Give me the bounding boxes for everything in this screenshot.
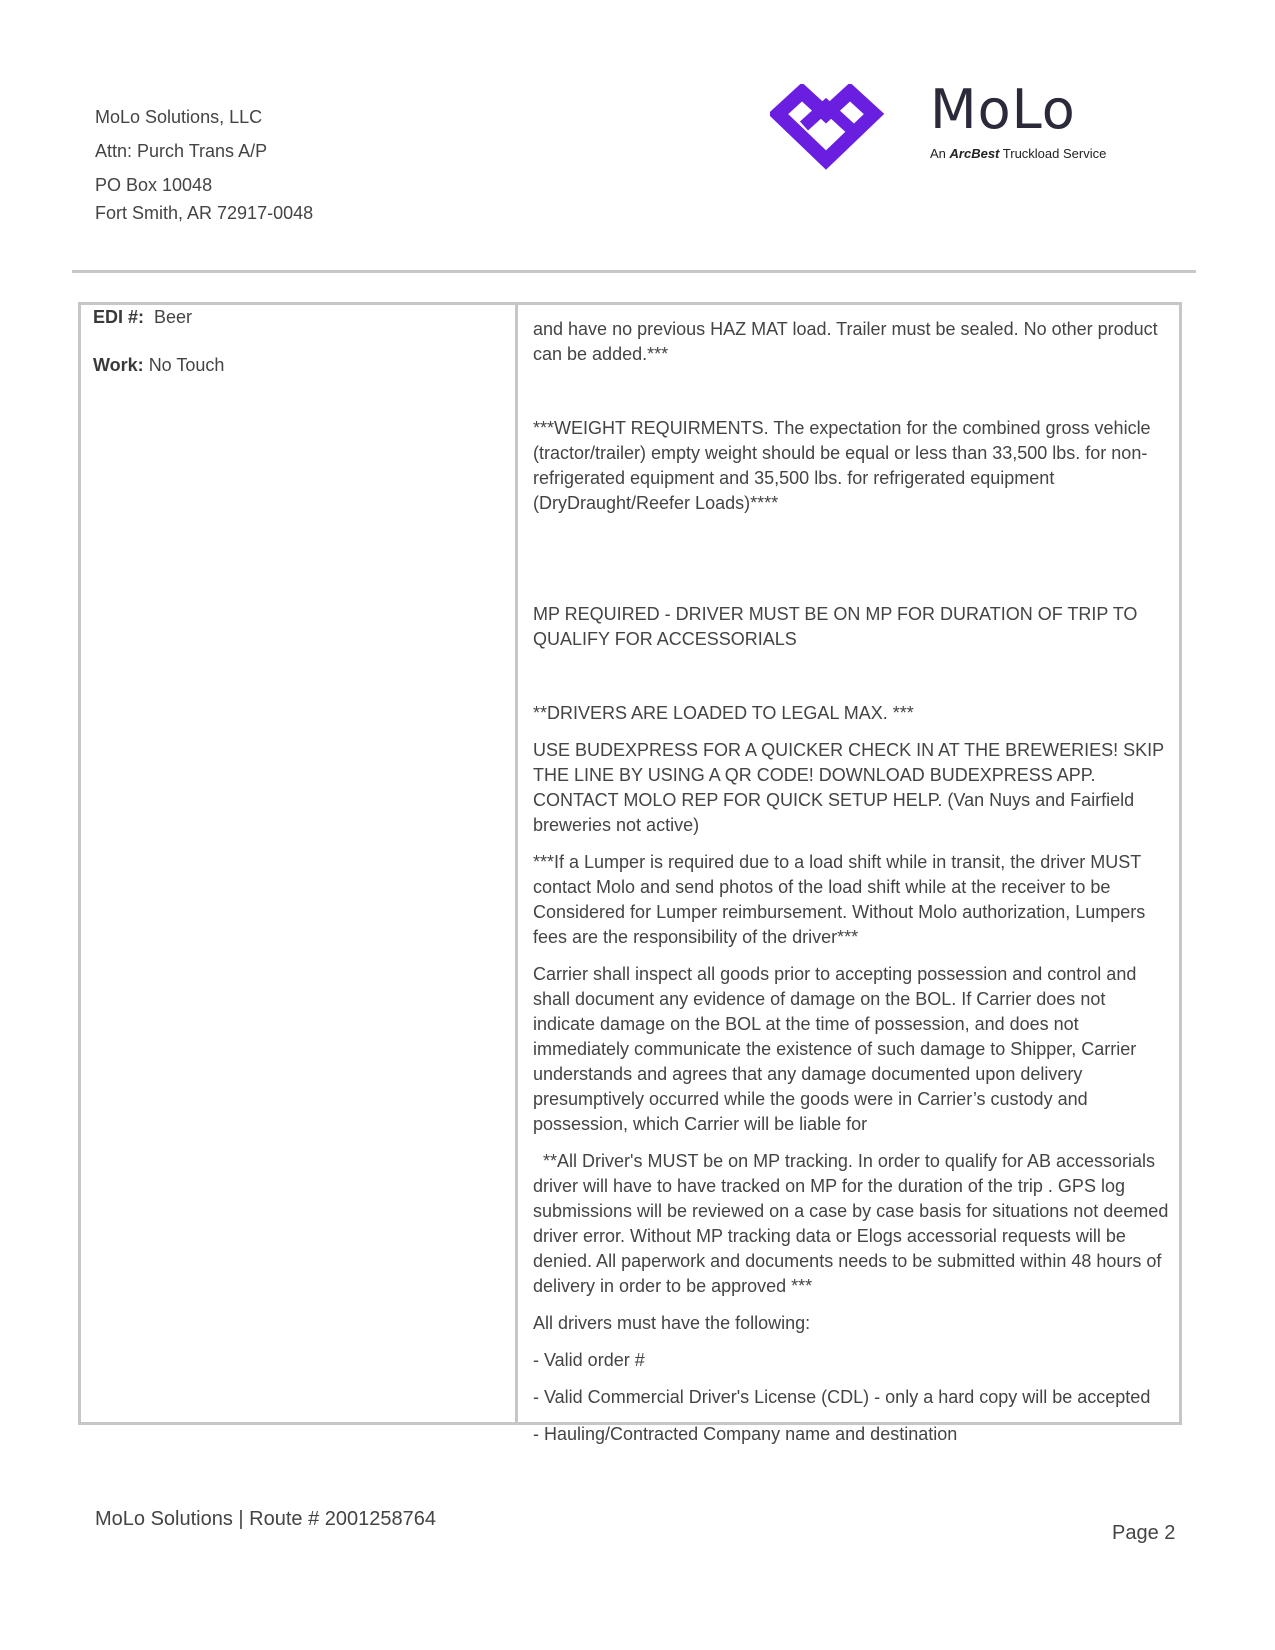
details-column	[93, 305, 224, 377]
attention-line: Attn: Purch Trans A/P	[95, 141, 268, 161]
edi-row	[93, 305, 224, 329]
instruction-paragraph: **DRIVERS ARE LOADED TO LEGAL MAX. ***	[533, 703, 914, 723]
header-divider	[72, 270, 1196, 273]
instruction-paragraph: Carrier shall inspect all goods prior to accepting possession and control and shall document any evidence of damage on the BOL. If Carrier does not indicate damage on the BOL at the time of possession, and does not immediately communicate the existence of such damage to Shipper, Carrier understands and agrees that any damage documented upon delivery presumptively occurred while the goods were in Carrier’s custody and possession, which Carrier will be liable for	[533, 964, 1137, 1134]
instruction-paragraph: - Valid Commercial Driver's License (CDL) - only a hard copy will be accepted	[533, 1387, 1151, 1407]
work-row	[93, 353, 224, 377]
logo-tagline: An ArcBest Truckload Service	[930, 146, 1107, 161]
work-label: Work:	[93, 355, 144, 375]
footer-route: MoLo Solutions | Route # 2001258764	[95, 1508, 437, 1530]
instruction-paragraph: ***WEIGHT REQUIRMENTS. The expectation for the combined gross vehicle (tractor/trailer) empty weight should be equal or less than 33,500 lbs. for non-refrigerated equipment and 35,500 lbs. for refrigerated equipment (DryDraught/Reefer Loads)****	[533, 418, 1151, 513]
instruction-paragraph: and have no previous HAZ MAT load. Trailer must be sealed. No other product can be added.***	[533, 319, 1158, 364]
instruction-spacer	[533, 379, 1169, 404]
instruction-paragraph: MP REQUIRED - DRIVER MUST BE ON MP FOR DURATION OF TRIP TO QUALIFY FOR ACCESSORIALS	[533, 604, 1138, 649]
edi-label: EDI #:	[93, 307, 145, 327]
instruction-spacer	[533, 528, 1169, 553]
page-number: Page 2	[1112, 1522, 1176, 1544]
instruction-spacer	[533, 664, 1169, 689]
instruction-paragraph: - Hauling/Contracted Company name and destination	[533, 1424, 958, 1444]
instruction-paragraph: All drivers must have the following:	[533, 1313, 811, 1333]
molo-mark-icon	[770, 84, 900, 174]
load-details-table	[78, 302, 1182, 1444]
mailing-address	[95, 100, 313, 226]
instruction-paragraph: USE BUDEXPRESS FOR A QUICKER CHECK IN AT THE BREWERIES! SKIP THE LINE BY USING A QR CODE! DOWNLOAD BUDEXPRESS APP. CONTACT MOLO REP FOR QUICK SETUP HELP. (Van Nuys and Fairfield breweries not active)	[533, 740, 1164, 835]
edi-value: Beer	[154, 307, 193, 327]
company-name: MoLo Solutions, LLC	[95, 107, 263, 127]
instruction-spacer	[533, 565, 1169, 590]
city-state-zip: Fort Smith, AR 72917-0048	[95, 203, 314, 223]
po-box: PO Box 10048	[95, 175, 213, 195]
logo-wordmark: MoLo	[930, 78, 1076, 141]
instruction-paragraph: ***If a Lumper is required due to a load shift while in transit, the driver MUST contact Molo and send photos of the load shift while at the receiver to be Considered for Lumper reimbursement. Without Molo authorization, Lumpers fees are the responsibility of the driver***	[533, 852, 1146, 947]
instruction-paragraph: **All Driver's MUST be on MP tracking. In order to qualify for AB accessorials driver will have to have tracked on MP for the duration of the trip . GPS log submissions will be reviewed on a case by case basis for situations not deemed driver error. Without MP tracking data or Elogs accessorial requests will be denied. All paperwork and documents needs to be submitted within 48 hours of delivery in order to be approved ***	[533, 1151, 1169, 1296]
instructions-column	[533, 317, 1169, 1459]
molo-logo	[770, 78, 1150, 174]
work-value: No Touch	[148, 355, 225, 375]
instruction-paragraph: - Valid order #	[533, 1350, 645, 1370]
column-divider	[515, 305, 518, 1422]
